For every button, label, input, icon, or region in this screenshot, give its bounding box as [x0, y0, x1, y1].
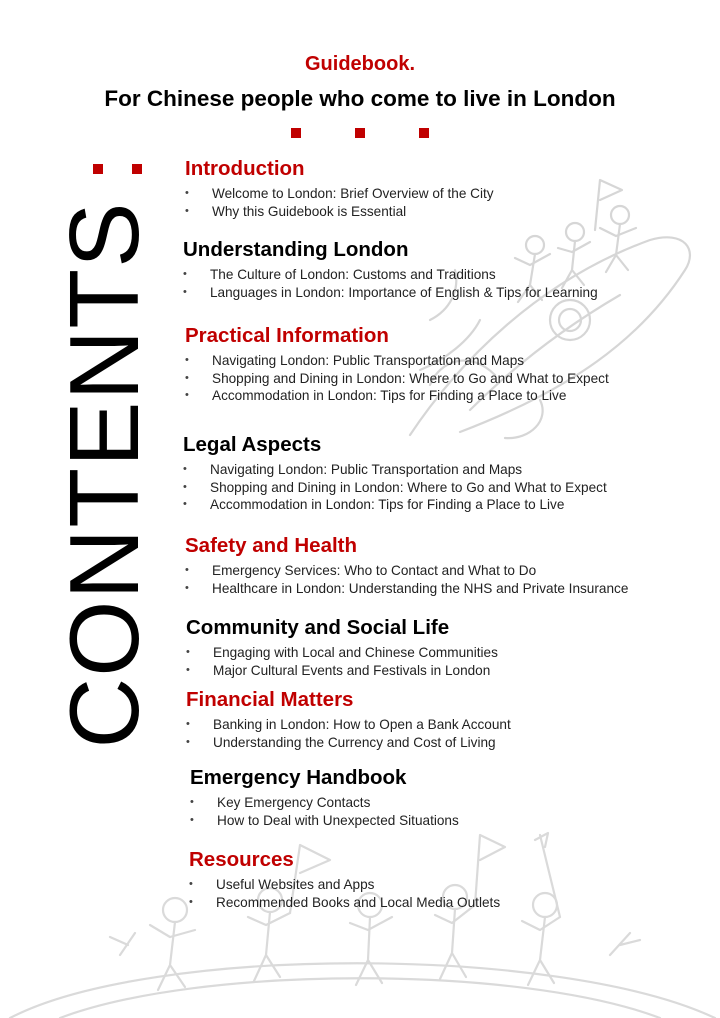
section-items — [186, 716, 511, 751]
section-resources — [189, 848, 500, 911]
list-item: • Emergency Services: Who to Contact and What to Do — [185, 562, 628, 580]
list-item: • Engaging with Local and Chinese Communities — [186, 644, 498, 662]
section-title: Introduction — [185, 157, 305, 180]
section-title: Emergency Handbook — [190, 766, 407, 789]
contents-colon-square — [132, 164, 142, 174]
list-item: • Languages in London: Importance of English & Tips for Learning — [183, 284, 598, 302]
globe-people-illustration — [0, 805, 720, 1018]
section-practical-information — [185, 324, 609, 405]
section-items — [186, 644, 498, 679]
divider-square — [419, 128, 429, 138]
list-item: • Shopping and Dining in London: Where to Go and What to Expect — [185, 370, 609, 388]
list-item: • Major Cultural Events and Festivals in London — [186, 662, 498, 680]
section-financial-matters — [186, 688, 511, 751]
section-items — [190, 794, 459, 829]
list-item: • Recommended Books and Local Media Outlets — [189, 894, 500, 912]
contents-side-title: CONTENTS — [49, 201, 159, 749]
section-safety-and-health — [185, 534, 628, 597]
section-title: Understanding London — [183, 238, 409, 261]
list-item: • Accommodation in London: Tips for Finding a Place to Live — [183, 496, 607, 514]
section-items — [183, 461, 607, 514]
section-understanding-london — [183, 238, 598, 301]
list-item: • Healthcare in London: Understanding the NHS and Private Insurance — [185, 580, 628, 598]
list-item: • Welcome to London: Brief Overview of the City — [185, 185, 494, 203]
section-title: Legal Aspects — [183, 433, 322, 456]
list-item: • Useful Websites and Apps — [189, 876, 500, 894]
list-item: • Shopping and Dining in London: Where to Go and What to Expect — [183, 479, 607, 497]
section-items — [183, 266, 598, 301]
page-title: For Chinese people who come to live in London — [104, 86, 616, 111]
list-item: • Why this Guidebook is Essential — [185, 203, 494, 221]
section-items — [185, 352, 609, 405]
section-introduction — [185, 157, 494, 220]
list-item: • Navigating London: Public Transportation and Maps — [185, 352, 609, 370]
section-title: Practical Information — [185, 324, 389, 347]
section-title: Community and Social Life — [186, 616, 450, 639]
divider-square — [355, 128, 365, 138]
section-title: Resources — [189, 848, 294, 871]
section-title: Financial Matters — [186, 688, 354, 711]
section-title: Safety and Health — [185, 534, 358, 557]
section-items — [185, 562, 628, 597]
list-item: • The Culture of London: Customs and Traditions — [183, 266, 598, 284]
list-item: • Accommodation in London: Tips for Finding a Place to Live — [185, 387, 609, 405]
list-item: • Understanding the Currency and Cost of Living — [186, 734, 511, 752]
section-legal-aspects — [183, 433, 607, 514]
list-item: • Navigating London: Public Transportation and Maps — [183, 461, 607, 479]
guidebook-label: Guidebook. — [305, 53, 415, 75]
list-item: • Key Emergency Contacts — [190, 794, 459, 812]
list-item: • Banking in London: How to Open a Bank Account — [186, 716, 511, 734]
section-items — [189, 876, 500, 911]
contents-colon-square — [93, 164, 103, 174]
list-item: • How to Deal with Unexpected Situations — [190, 812, 459, 830]
section-community-and-social-life — [186, 616, 498, 679]
section-items — [185, 185, 494, 220]
section-emergency-handbook — [190, 766, 459, 829]
divider-square — [291, 128, 301, 138]
